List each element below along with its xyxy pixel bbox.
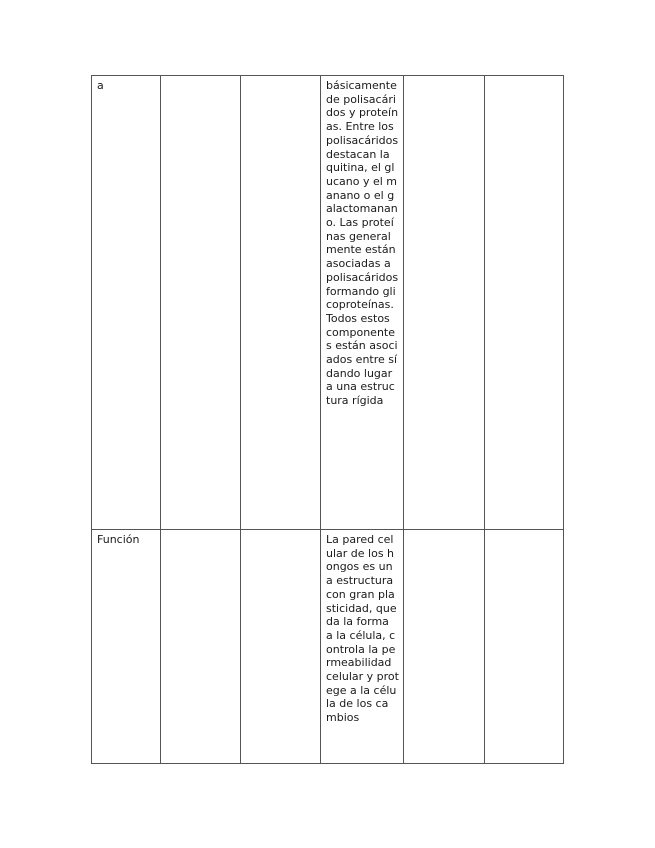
table-cell (404, 530, 485, 764)
table-cell (485, 76, 564, 530)
table-cell-description: básicamente de polisacáridos y proteínas. Entre los polisacáridos destacan la quitina, el glucano y el manano o el galactomanano. Las proteínas generalmente están asociadas a polisacáridos formando glicoproteínas. Todos estos componentes están asociados entre sí dando lugar a una estructura rígida (321, 76, 404, 530)
data-table (91, 75, 564, 764)
table-cell (161, 530, 241, 764)
table-cell-function: La pared celular de los hongos es una estructura con gran plasticidad, que da la forma a la célula, controla la permeabilidad celular y protege a la célula de los cambios (321, 530, 404, 764)
table-cell (161, 76, 241, 530)
table-row (92, 76, 564, 530)
table-cell (485, 530, 564, 764)
row-label: a (92, 76, 161, 530)
table-row (92, 530, 564, 764)
table-cell (404, 76, 485, 530)
table-cell (241, 76, 321, 530)
row-label: Función (92, 530, 161, 764)
table-cell (241, 530, 321, 764)
